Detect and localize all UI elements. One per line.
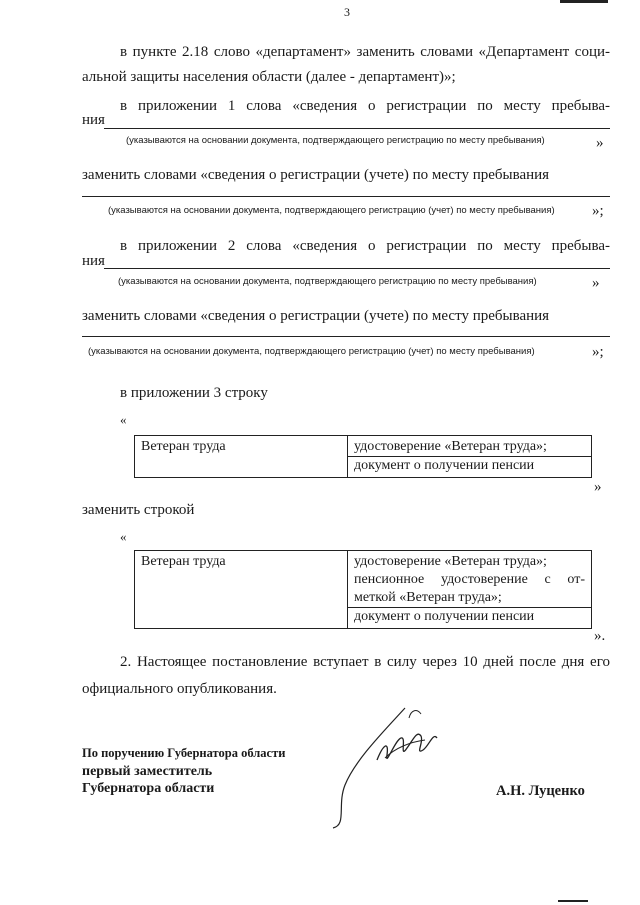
field-note: (указываются на основании документа, подтверждающего регистрацию по месту пребывания): [126, 135, 545, 146]
handwritten-signature: [325, 700, 475, 830]
paragraph-line: ния: [82, 253, 105, 269]
document-line: пенсионное удостоверение с от-: [354, 572, 585, 587]
fill-line: [82, 336, 610, 337]
old-row-table: [134, 435, 592, 478]
document-line: документ о получении пенсии: [354, 458, 535, 473]
signatory-line: первый заместитель: [82, 764, 213, 779]
closing-quote: »;: [592, 203, 604, 219]
paragraph-line: в пункте 2.18 слово «департамент» заменить словами «Департамент соци-: [120, 44, 610, 60]
paragraph-line: в приложении 3 строку: [120, 385, 268, 401]
paragraph-line: заменить словами «сведения о регистрации (учете) по месту пребывания: [82, 308, 550, 324]
closing-quote: »: [592, 275, 600, 291]
opening-quote: «: [120, 412, 127, 427]
field-note: (указываются на основании документа, подтверждающего регистрацию (учет) по месту пребывания): [88, 346, 535, 357]
closing-quote: »: [594, 479, 602, 495]
fill-line: [82, 196, 610, 197]
paragraph-line: заменить строкой: [82, 502, 195, 518]
signatory-line: Губернатора области: [82, 781, 215, 796]
documents-cell: [348, 551, 592, 629]
paragraph-line: ния: [82, 112, 105, 128]
document-line: удостоверение «Ветеран труда»;: [348, 438, 591, 457]
paragraph-line: заменить словами «сведения о регистрации (учете) по месту пребывания: [82, 167, 550, 183]
field-note: (указываются на основании документа, подтверждающего регистрацию по месту пребывания): [118, 276, 537, 287]
signatory-name: А.Н. Луценко: [496, 783, 585, 799]
page-number: 3: [344, 5, 350, 19]
closing-quote: »: [596, 135, 604, 151]
new-row-table: [134, 550, 592, 629]
document-line: документ о получении пенсии: [354, 609, 535, 624]
category-cell: Ветеран труда: [135, 551, 348, 629]
category-cell: Ветеран труда: [135, 436, 348, 478]
paragraph-line: в приложении 1 слова «сведения о регистрации по месту пребыва-: [120, 98, 610, 114]
signatory-line: По поручению Губернатора области: [82, 746, 286, 760]
field-note: (указываются на основании документа, подтверждающего регистрацию (учет) по месту пребывания): [108, 205, 555, 216]
closing-quote: »;: [592, 344, 604, 360]
paragraph-line: 2. Настоящее постановление вступает в силу через 10 дней после дня его: [120, 654, 610, 670]
fill-line: [104, 128, 610, 129]
scan-mark-bottom: [558, 900, 588, 902]
paragraph-line: официального опубликования.: [82, 681, 277, 697]
paragraph-line: в приложении 2 слова «сведения о регистрации по месту пребыва-: [120, 238, 610, 254]
closing-quote: ».: [594, 628, 606, 644]
document-line: удостоверение «Ветеран труда»;: [354, 554, 547, 569]
fill-line: [104, 268, 610, 269]
document-line: меткой «Ветеран труда»;: [348, 589, 591, 608]
documents-cell: [348, 436, 592, 478]
opening-quote: «: [120, 529, 127, 544]
paragraph-line: альной защиты населения области (далее - департамент)»;: [82, 69, 456, 85]
scan-mark-top: [560, 0, 608, 3]
